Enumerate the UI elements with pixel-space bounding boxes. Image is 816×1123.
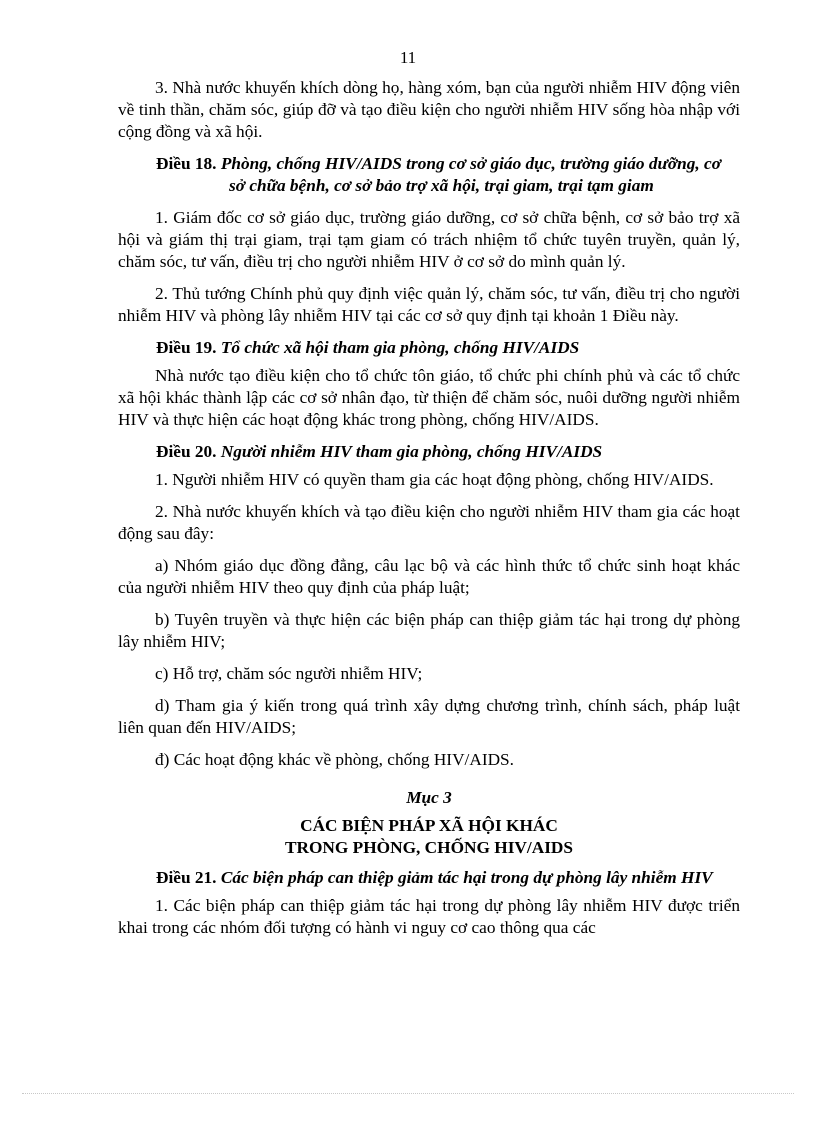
paragraph: 1. Giám đốc cơ sở giáo dục, trường giáo dưỡng, cơ sở chữa bệnh, cơ sở bảo trợ xã hội và giám thị trại giam, trại tạm giam có trách nhiệm tổ chức tuyên truyền, quản lý, chăm sóc, tư vấn, điều trị cho người nhiễm HIV ở cơ sở do mình quản lý. [118, 208, 740, 271]
article-heading-18 [118, 153, 740, 197]
article-number: Điều 19. [156, 338, 217, 357]
paragraph: 1. Các biện pháp can thiệp giảm tác hại trong dự phòng lây nhiễm HIV được triển khai trong các nhóm đối tượng có hành vi nguy cơ cao thông qua các [118, 896, 740, 937]
article-title: Tổ chức xã hội tham gia phòng, chống HIV/AIDS [220, 338, 580, 357]
section-title [118, 815, 740, 859]
section-title-line: TRONG PHÒNG, CHỐNG HIV/AIDS [284, 838, 574, 857]
list-item-a: a) Nhóm giáo dục đồng đẳng, câu lạc bộ và các hình thức tổ chức sinh hoạt khác của người nhiễm HIV theo quy định của pháp luật; [118, 556, 740, 597]
list-item-b: b) Tuyên truyền và thực hiện các biện pháp can thiệp giảm tác hại trong dự phòng lây nhiễm HIV; [118, 610, 740, 651]
list-item-d: d) Tham gia ý kiến trong quá trình xây dựng chương trình, chính sách, pháp luật liên quan đến HIV/AIDS; [118, 696, 740, 737]
article-heading-21 [118, 867, 740, 889]
article-heading-19 [118, 337, 740, 359]
section-label: Mục 3 [406, 788, 452, 807]
article-heading-20 [118, 441, 740, 463]
list-item-c: c) Hỗ trợ, chăm sóc người nhiễm HIV; [155, 664, 423, 683]
page-bottom-rule [22, 1093, 794, 1094]
article-title: Phòng, chống HIV/AIDS trong cơ sở giáo dục, trường giáo dưỡng, cơ sở chữa bệnh, cơ sở bảo trợ xã hội, trại giam, trại tạm giam [220, 154, 721, 195]
paragraph: 1. Người nhiễm HIV có quyền tham gia các hoạt động phòng, chống HIV/AIDS. [155, 470, 714, 489]
list-item-dd: đ) Các hoạt động khác về phòng, chống HIV/AIDS. [155, 750, 514, 769]
paragraph: 2. Nhà nước khuyến khích và tạo điều kiện cho người nhiễm HIV tham gia các hoạt động sau đây: [118, 502, 740, 543]
paragraph: 2. Thủ tướng Chính phủ quy định việc quản lý, chăm sóc, tư vấn, điều trị cho người nhiễm HIV và phòng lây nhiễm HIV tại các cơ sở quy định tại khoản 1 Điều này. [118, 284, 740, 325]
article-number: Điều 21. [156, 868, 217, 887]
article-title: Các biện pháp can thiệp giảm tác hại trong dự phòng lây nhiễm HIV [220, 868, 713, 887]
article-number: Điều 18. [156, 154, 217, 173]
paragraph: 3. Nhà nước khuyến khích dòng họ, hàng xóm, bạn của người nhiễm HIV động viên về tinh thần, chăm sóc, giúp đỡ và tạo điều kiện cho người nhiễm HIV sống hòa nhập với cộng đồng và xã hội. [118, 78, 740, 141]
section-title-line: CÁC BIỆN PHÁP XÃ HỘI KHÁC [300, 816, 558, 835]
page-number: 11 [399, 48, 417, 67]
article-number: Điều 20. [156, 442, 217, 461]
page-content [118, 77, 740, 949]
article-title: Người nhiễm HIV tham gia phòng, chống HIV/AIDS [220, 442, 603, 461]
paragraph: Nhà nước tạo điều kiện cho tổ chức tôn giáo, tổ chức phi chính phủ và các tổ chức xã hội khác thành lập các cơ sở nhân đạo, từ thiện để chăm sóc, nuôi dưỡng người nhiễm HIV và thực hiện các hoạt động khác trong phòng, chống HIV/AIDS. [118, 366, 740, 429]
